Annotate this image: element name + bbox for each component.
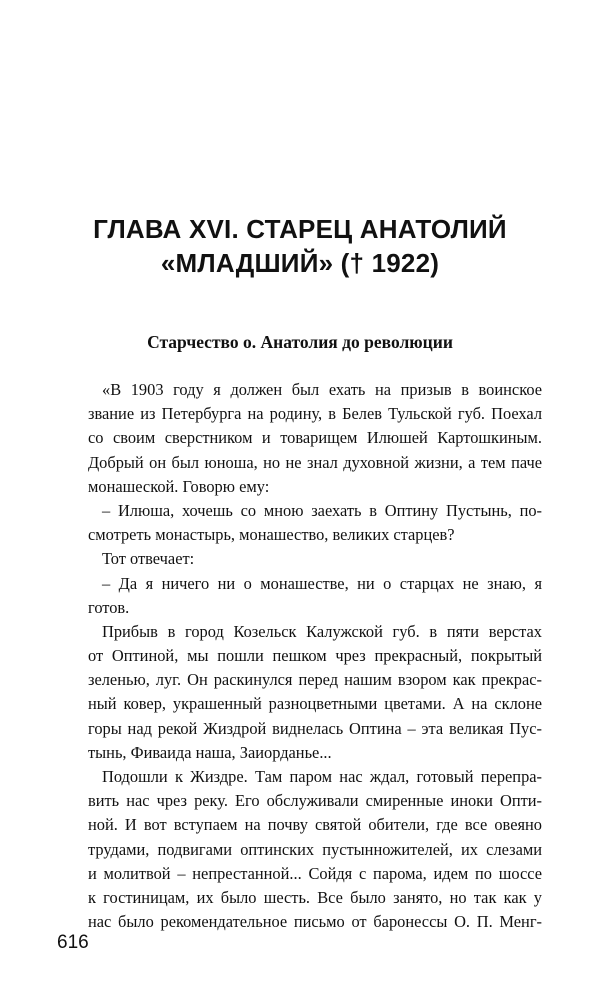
chapter-title-line-2: «МЛАДШИЙ» († 1922) [160,248,440,278]
text-line: трудами, подвигами оптинских пустынножителей, их слезами [88,839,542,859]
text-line: монашеской. Говорю ему: [88,476,270,496]
body-text [88,378,542,934]
text-line: «В 1903 году я должен был ехать на призыв в воинское [102,380,542,399]
text-line: готов. [88,597,130,617]
text-line: ной. И вот вступаем на почву святой обители, где все овеяно [88,815,542,835]
chapter-title-line-1: ГЛАВА XVI. СТАРЕЦ АНАТОЛИЙ [93,214,507,244]
chapter-title [50,212,550,280]
page-number: 616 [57,932,89,953]
text-line: смотреть монастырь, монашество, великих старцев? [88,525,455,545]
text-line: звание из Петербурга на родину, в Белев Тульской губ. Поехал [88,404,542,424]
text-line: вить нас чрез реку. Его обслуживали смиренные иноки Опти- [88,791,542,811]
text-line: Подошли к Жиздре. Там паром нас ждал, готовый перепра- [102,767,542,786]
text-line: нас было рекомендательное письмо от баронессы О. П. Менг- [88,912,542,932]
text-line: Тот отвечает: [102,549,195,569]
text-line: зеленью, луг. Он раскинулся перед нашим взором как прекрас- [88,670,542,690]
text-line: от Оптиной, мы пошли пешком чрез прекрасный, покрытый [88,646,542,666]
text-line: Прибыв в город Козельск Калужской губ. в пяти верстах [102,621,542,641]
text-line: – Да я ничего ни о монашестве, ни о старцах не знаю, я [102,573,542,593]
text-line: Добрый он был юноша, но не знал духовной жизни, а тем паче [88,452,542,472]
text-line: и молитвой – непрестанной... Сойдя с парома, идем по шоссе [88,863,542,883]
text-line: горы над рекой Жиздрой виднелась Оптина – эта великая Пус- [88,718,542,738]
text-line: со своим сверстником и товарищем Илюшей Картошкиным. [88,428,542,448]
section-title: Старчество о. Анатолия до революции [147,332,453,352]
text-line: – Илюша, хочешь со мною заехать в Оптину Пустынь, по- [102,500,542,520]
text-line: ный ковер, украшенный разноцветными цветами. А на склоне [88,694,542,714]
text-line: тынь, Фиваида наша, Заиорданье... [88,742,332,762]
text-line: к гостиницам, их было шесть. Все было занято, но так как у [88,887,542,907]
